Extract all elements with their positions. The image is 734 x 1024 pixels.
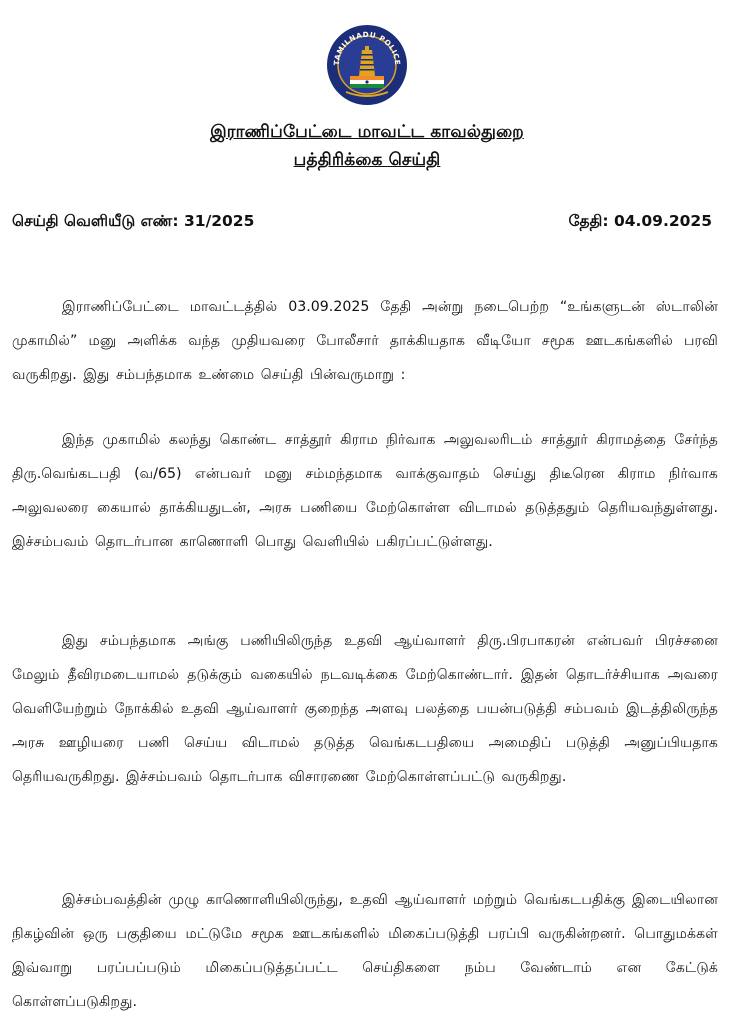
press-release-title: பத்திரிக்கை செய்தி — [293, 150, 441, 170]
emblem-text: TAMILNADU POLICE — [331, 29, 403, 66]
paragraph: இந்த முகாமில் கலந்து கொண்ட சாத்தூர் கிராம நிர்வாக அலுவலரிடம் சாத்தூர் கிராமத்தை சேர்ந்த திரு.வெங்கடபதி (வ/65) என்பவர் மனு சம்மந்தமாக வாக்குவாதம் செய்து திடீரென கிராம நிர்வாக அலுவலரை கையால் தாக்கியதுடன், அரசு பணியை மேற்கொள்ள விடாமல் தடுத்ததும் தெரியவந்துள்ளது. இச்சம்பவம் தொடர்பான காணொளி பொது வெளியில் பகிரப்பட்டுள்ளது. — [12, 432, 718, 550]
release-number: செய்தி வெளியீடு எண்: 31/2025 — [12, 212, 255, 230]
paragraph: இச்சம்பவத்தின் முழு காணொளியிலிருந்து, உதவி ஆய்வாளர் மற்றும் வெங்கடபதிக்கு இடையிலான நிகழ்வின் ஒரு பகுதியை மட்டுமே சமூக ஊடகங்களில் மிகைப்படுத்தி பரப்பி வருகின்றனர். பொதுமக்கள் இவ்வாறு பரப்பப்படும் மிகைப்படுத்தப்பட்ட செய்திகளை நம்ப வேண்டாம் என கேட்டுக் கொள்ளப்படுகிறது. — [12, 892, 718, 1010]
paragraph: இது சம்பந்தமாக அங்கு பணியிலிருந்த உதவி ஆய்வாளர் திரு.பிரபாகரன் என்பவர் பிரச்சனை மேலும் தீவிரமடையாமல் தடுக்கும் வகையில் நடவடிக்கை மேற்கொண்டார். இதன் தொடர்ச்சியாக அவரை வெளியேற்றும் நோக்கில் உதவி ஆய்வாளர் குறைந்த அளவு பலத்தை பயன்படுத்தி சம்பவம் இடத்திலிருந்த அரசு ஊழியரை பணி செய்ய விடாமல் தடுத்த வெங்கடபதியை அமைதிப் படுத்தி அனுப்பியதாக தெரியவருகிறது. இச்சம்பவம் தொடர்பாக விசாரணை மேற்கொள்ளப்பட்டு வருகிறது. — [12, 633, 718, 785]
office-title: இராணிப்பேட்டை மாவட்ட காவல்துறை — [210, 122, 524, 142]
release-date: தேதி: 04.09.2025 — [568, 212, 712, 230]
tamil-nadu-police-emblem — [326, 24, 408, 106]
paragraph: இராணிப்பேட்டை மாவட்டத்தில் 03.09.2025 தேதி அன்று நடைபெற்ற “உங்களுடன் ஸ்டாலின் முகாமில்” மனு அளிக்க வந்த முதியவரை போலீசார் தாக்கியதாக வீடியோ சமூக ஊடகங்களில் பரவி வருகிறது. இது சம்பந்தமாக உண்மை செய்தி பின்வருமாறு : — [12, 299, 719, 383]
